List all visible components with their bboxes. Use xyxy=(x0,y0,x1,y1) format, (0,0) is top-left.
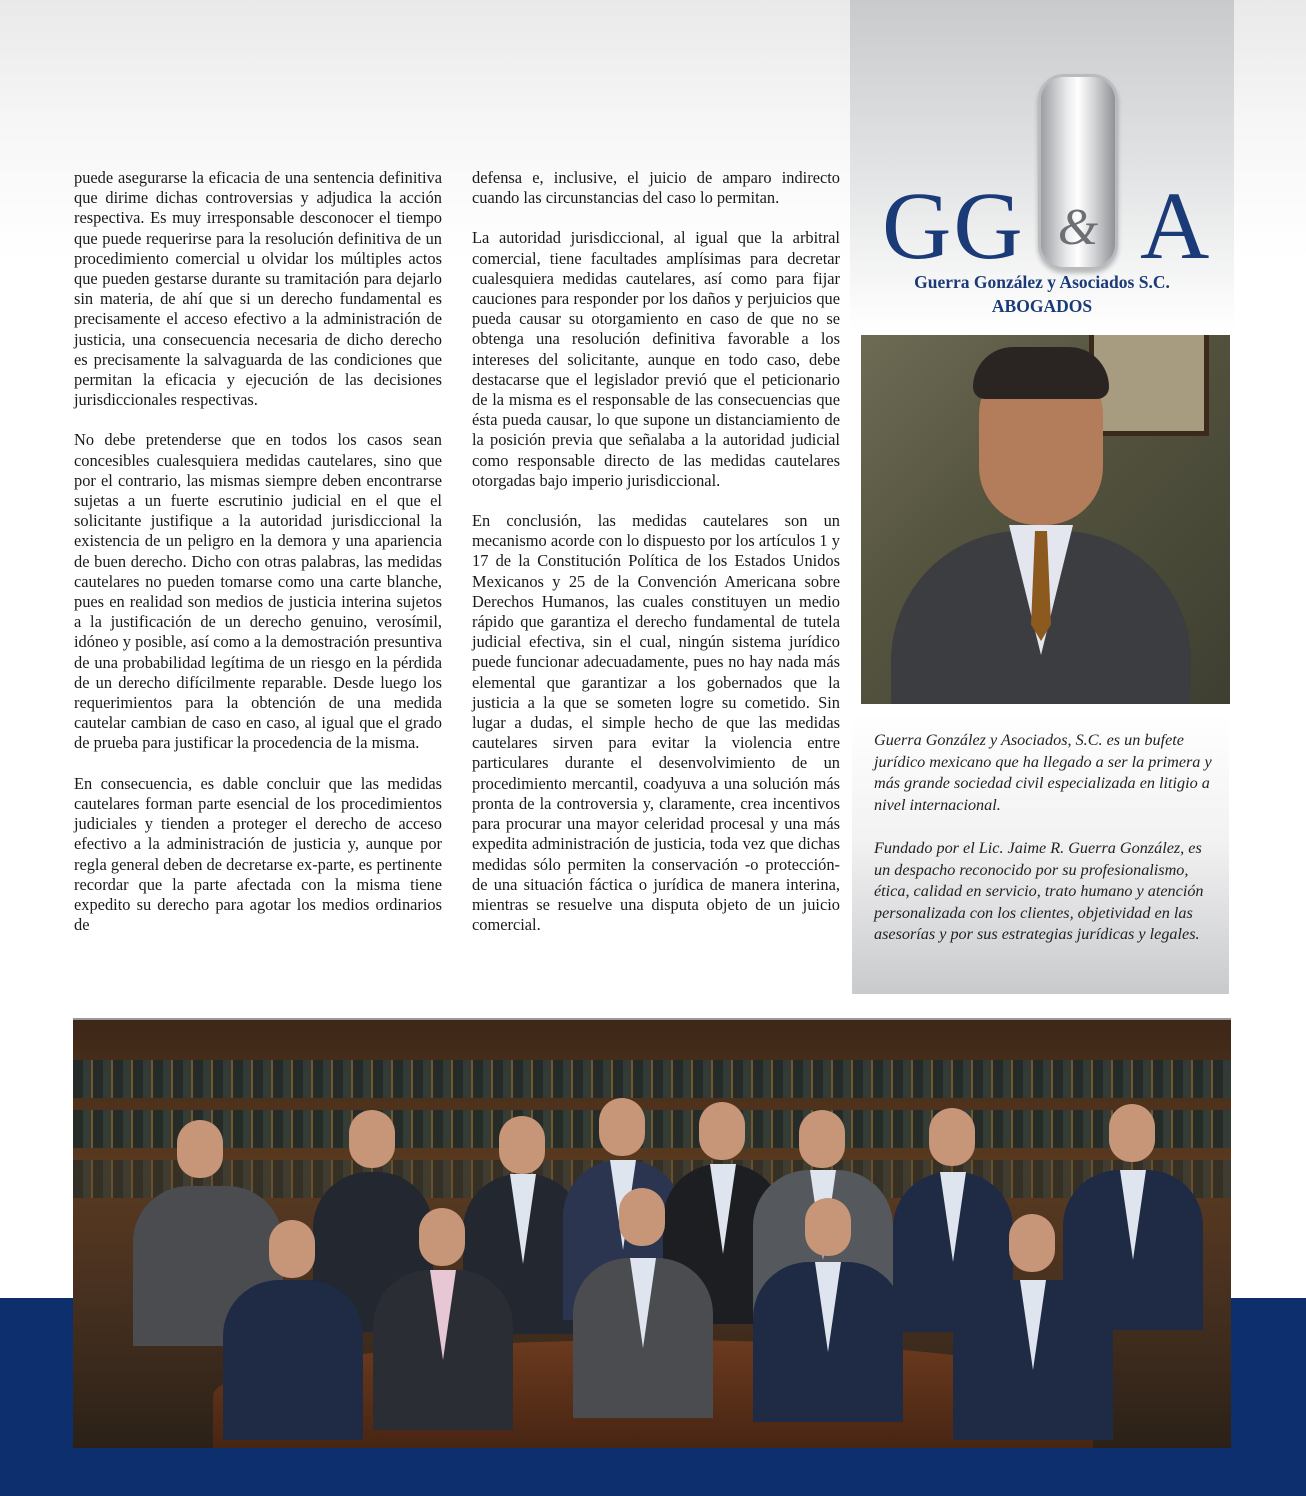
founder-portrait xyxy=(861,335,1230,704)
article-column-2 xyxy=(472,168,840,955)
bookshelf-row xyxy=(73,1110,1231,1148)
logo-letters-gg: GG xyxy=(882,172,1025,279)
paragraph: No debe pretenderse que en todos los casos sean concesibles cualesquiera medidas cautelares, sino que por el contrario, las mismas siempre deben encontrarse sujetas a un fuerte escrutinio judicial en el que el solicitante justifique a la autoridad jurisdiccional la existencia de un peligro en la demora y una apariencia de buen derecho. Dicho con otras palabras, las medidas cautelares no pueden tomarse como una carte blanche, pues en realidad son medios de justicia interina sujetos a la justificación de un derecho genuino, verosímil, idóneo y posible, así como a la demostración presuntiva de una probabilidad legítima de un riesgo en la pérdida de un derecho difícilmente reparable. Desde luego los requerimientos para la obtención de una medida cautelar cambian de caso en caso, al igual que el grado de prueba para justificar la procedencia de la misma. xyxy=(74,430,442,753)
paragraph: defensa e, inclusive, el juicio de amparo indirecto cuando las circunstancias del caso lo permitan. xyxy=(472,168,840,208)
paragraph: En consecuencia, es dable concluir que las medidas cautelares forman parte esencial de los procedimientos judiciales y tienden a proteger el derecho de acceso efectivo a la administración de justicia y, aunque por regla general deben de decretarse ex-parte, es pertinente recordar que la parte afectada con la misma tiene expedito su derecho para agotar los medios ordinarios de xyxy=(74,773,442,935)
bookshelf-row xyxy=(73,1060,1231,1098)
firm-name: Guerra González y Asociados S.C. xyxy=(914,272,1170,292)
logo-letter-a: A xyxy=(1140,172,1212,279)
paragraph: La autoridad jurisdiccional, al igual que la arbitral comercial, tiene facultades amplísimas para decretar cualesquiera medidas cautelares, así como para fijar cauciones para responder por los daños y perjuicios que pueda causar su otorgamiento en caso de que no se obtenga una resolución definitiva favorable a los intereses del solicitante, aunque en todo caso, debe destacarse que el legislador previó que el peticionario de la misma es el responsable de las consecuencias que ésta pueda causar, lo que supone un distanciamiento de la posición previa que señalaba a la autoridad judicial como responsable directo de las medidas cautelares otorgadas bajo imperio jurisdiccional. xyxy=(472,228,840,490)
article-column-1 xyxy=(74,168,442,955)
portrait-hair xyxy=(973,347,1109,399)
firm-description-box xyxy=(852,714,1229,994)
paragraph: puede asegurarse la eficacia de una sentencia definitiva que dirime dichas controversias y adjudica la acción respectiva. Es muy irresponsable desconocer el tiempo que puede requerirse para la resolución definitiva de un procedimiento comercial u olvidar los múltiples actos que pueden gestarse durante su tramitación para dejarlo sin materia, de ahí que si un derecho fundamental es precisamente el acceso efectivo a la administración de justicia, una consecuencia necesaria de dicho derecho es precisamente la salvaguarda de las condiciones que permitan la eficacia y ejecución de las decisiones jurisdiccionales respectivas. xyxy=(74,168,442,410)
firm-tagline: ABOGADOS xyxy=(991,296,1093,316)
paragraph: En conclusión, las medidas cautelares son un mecanismo acorde con lo dispuesto por los artículos 1 y 17 de la Constitución Política de los Estados Unidos Mexicanos y 25 de la Convención Americana sobre Derechos Humanos, las cuales constituyen un medio rápido que garantiza el derecho fundamental de tutela judicial efectiva, sin el cual, ningún sistema jurídico puede funcionar adecuadamente, pues no hay nada más elemental que garantizar a los gobernados que la justicia a la que se someten logre su cometido. Sin lugar a dudas, el simple hecho de que las medidas cautelares sirven para evitar la violencia entre particulares durante el desenvolvimiento de un procedimiento mercantil, coadyuva a una solución más pronta de la controversia y, claramente, crea incentivos para procurar una mayor celeridad procesal y una más expedita administración de justicia, toda vez que dichas medidas sólo permiten la conservación -o protección- de una situación fáctica o jurídica de manera interina, mientras se resuelve una disputa objeto de un juicio comercial. xyxy=(472,511,840,935)
logo-ampersand: & xyxy=(1057,199,1099,256)
founder-description: Fundado por el Lic. Jaime R. Guerra González, es un despacho reconocido por su profesionalismo, ética, calidad en servicio, trato humano y atención personalizada con los clientes, objetividad en las asesorías y por sus estrategias jurídicas y legales. xyxy=(874,839,1204,944)
firm-description: Guerra González y Asociados, S.C. es un bufete jurídico mexicano que ha llegado a ser la primera y más grande sociedad civil especializada en litigio a nivel internacional. xyxy=(874,731,1212,814)
logo-panel xyxy=(850,0,1234,330)
team-group-photo xyxy=(73,1018,1231,1448)
